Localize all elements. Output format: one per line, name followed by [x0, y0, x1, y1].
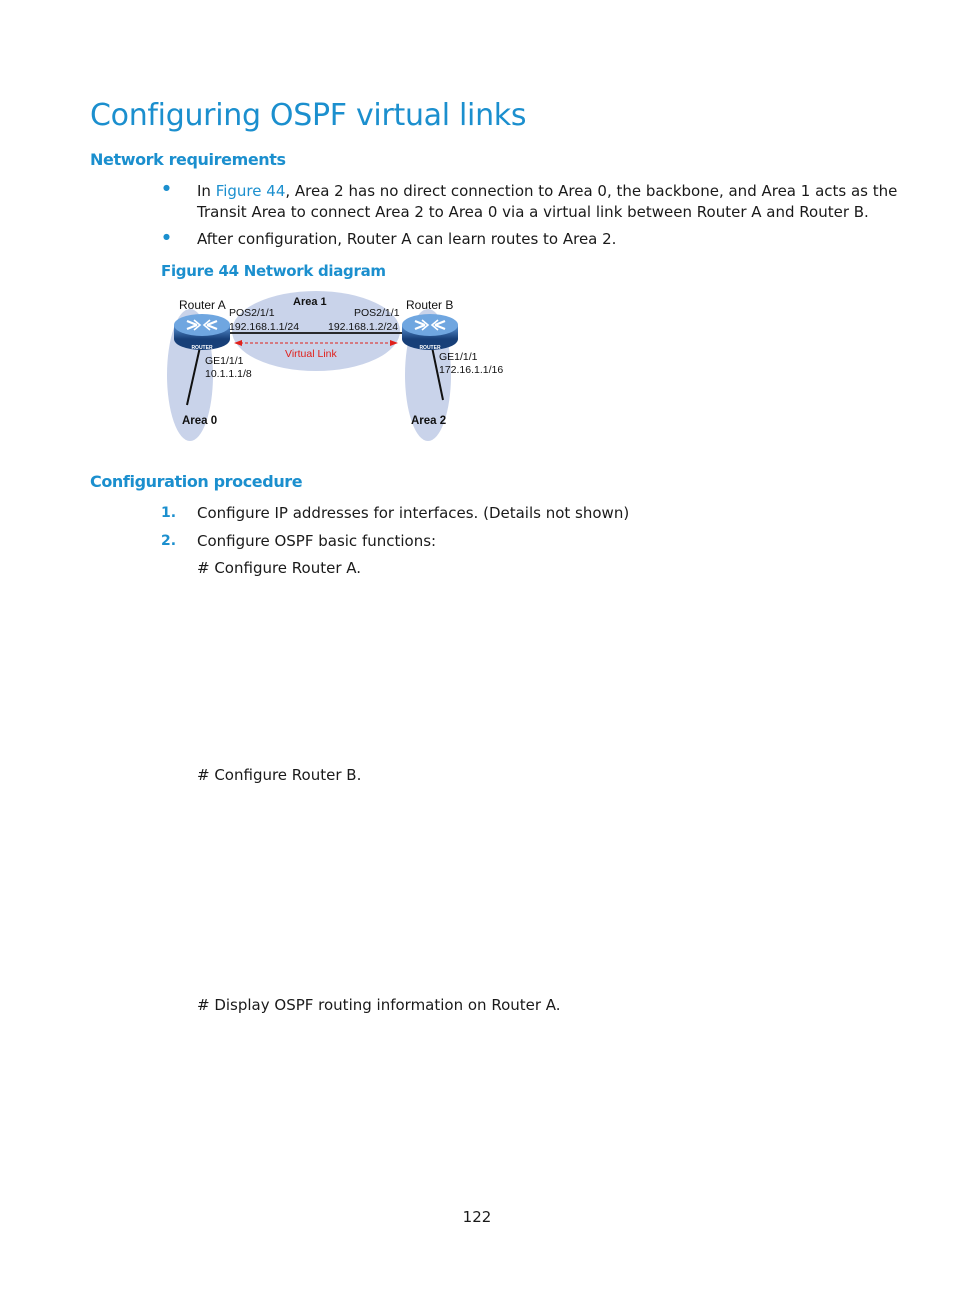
area-1-label: Area 1 — [293, 296, 327, 308]
router-b-ge-interface: GE1/1/1 — [439, 351, 478, 363]
router-a-badge: ROUTER — [191, 345, 213, 351]
section-heading-configuration-procedure: Configuration procedure — [90, 472, 303, 491]
requirement-item-2: After configuration, Router A can learn routes to Area 2. — [197, 230, 617, 248]
step-number-2: 2. — [161, 533, 177, 549]
bullet-marker: ● — [163, 183, 170, 192]
virtual-link-label: Virtual Link — [285, 348, 337, 360]
note-configure-router-a: # Configure Router A. — [197, 559, 362, 577]
note-display-ospf-routing: # Display OSPF routing information on Router A. — [197, 996, 561, 1014]
step-1: Configure IP addresses for interfaces. (Details not shown) — [197, 504, 630, 522]
note-configure-router-b: # Configure Router B. — [197, 766, 362, 784]
router-a-pos-ip: 192.168.1.1/24 — [229, 321, 300, 333]
router-a-ge-interface: GE1/1/1 — [205, 355, 244, 367]
figure-caption: Figure 44 Network diagram — [161, 262, 386, 280]
router-b-ge-ip: 172.16.1.1/16 — [439, 364, 504, 376]
router-a-pos-interface: POS2/1/1 — [229, 307, 275, 319]
bullet-marker: ● — [163, 232, 170, 241]
page-number: 122 — [462, 1208, 492, 1226]
router-b-badge: ROUTER — [419, 345, 441, 351]
page-title: Configuring OSPF virtual links — [90, 98, 527, 133]
section-heading-network-requirements: Network requirements — [90, 150, 286, 169]
requirement-text: In — [197, 182, 216, 200]
router-b-pos-ip: 192.168.1.2/24 — [328, 321, 399, 333]
step-number-1: 1. — [161, 505, 177, 521]
requirement-item-1-continued: Transit Area to connect Area 2 to Area 0 via a virtual link between Router A and Router B. — [197, 203, 869, 221]
area-0-label: Area 0 — [182, 415, 218, 427]
figure-44-link[interactable]: Figure 44 — [215, 182, 286, 200]
router-a-ge-ip: 10.1.1.1/8 — [205, 368, 252, 380]
router-a-label: Router A — [179, 298, 226, 312]
router-b-label: Router B — [406, 298, 454, 312]
requirement-text: , Area 2 has no direct connection to Area 0, the backbone, and Area 1 acts as the — [285, 182, 898, 200]
network-diagram — [150, 285, 530, 450]
router-b-pos-interface: POS2/1/1 — [354, 307, 400, 319]
requirement-item-1 — [197, 181, 897, 202]
step-2: Configure OSPF basic functions: — [197, 532, 437, 550]
area-2-label: Area 2 — [411, 415, 447, 427]
